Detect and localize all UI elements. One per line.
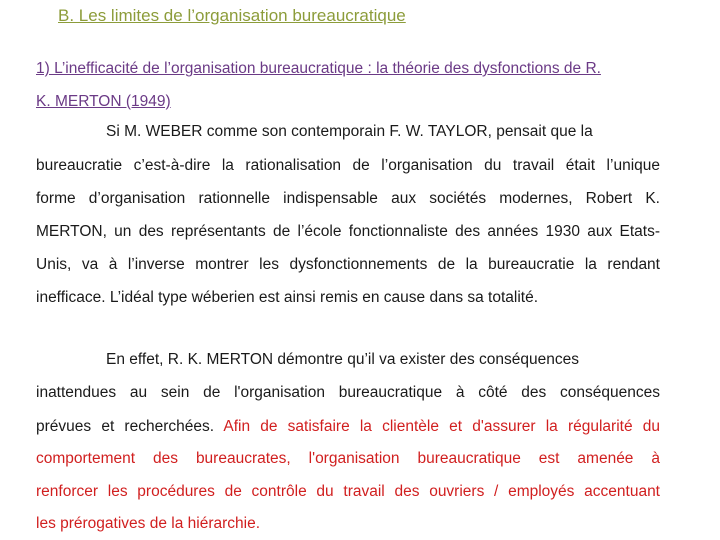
paragraph-1-line-1: Si M. WEBER comme son contemporain F. W. TAYLOR, pensait que la — [106, 123, 593, 140]
paragraph-1-line-6: inefficace. L’idéal type wéberien est ainsi remis en cause dans sa totalité. — [36, 289, 539, 306]
section-title: B. Les limites de l’organisation bureaucratique — [58, 6, 406, 25]
paragraph-2-line-5: renforcer les procédures de contrôle du travail des ouvriers / employés accentuant — [36, 483, 660, 500]
subheading-line-1: 1) L’inefficacité de l’organisation bureaucratique : la théorie des dysfonctions de R. — [36, 60, 601, 77]
paragraph-2-line-3-emphasis: Afin de satisfaire la clientèle et d'assurer la régularité du — [223, 418, 660, 435]
paragraph-2-line-1: En effet, R. K. MERTON démontre qu’il va exister des conséquences — [106, 351, 579, 368]
paragraph-1-line-4: MERTON, un des représentants de l’école fonctionnaliste des années 1930 aux Etats- — [36, 223, 660, 240]
paragraph-2-line-3-plain: prévues et recherchées. — [36, 418, 224, 435]
paragraph-2-line-6: les prérogatives de la hiérarchie. — [36, 515, 261, 532]
paragraph-2-line-3 — [36, 417, 660, 437]
subheading-line-2: K. MERTON (1949) — [36, 93, 171, 110]
paragraph-1-line-2: bureaucratie c’est-à-dire la rationalisation de l’organisation du travail était l’unique — [36, 157, 660, 174]
paragraph-2-line-2: inattendues au sein de l'organisation bureaucratique à côté des conséquences — [36, 384, 660, 401]
paragraph-2-line-4: comportement des bureaucrates, l'organisation bureaucratique est amenée à — [36, 450, 660, 467]
paragraph-1-line-5: Unis, va à l’inverse montrer les dysfonctionnements de la bureaucratie la rendant — [36, 256, 660, 273]
paragraph-1-line-3: forme d’organisation rationnelle indispensable aux sociétés modernes, Robert K. — [36, 190, 660, 207]
